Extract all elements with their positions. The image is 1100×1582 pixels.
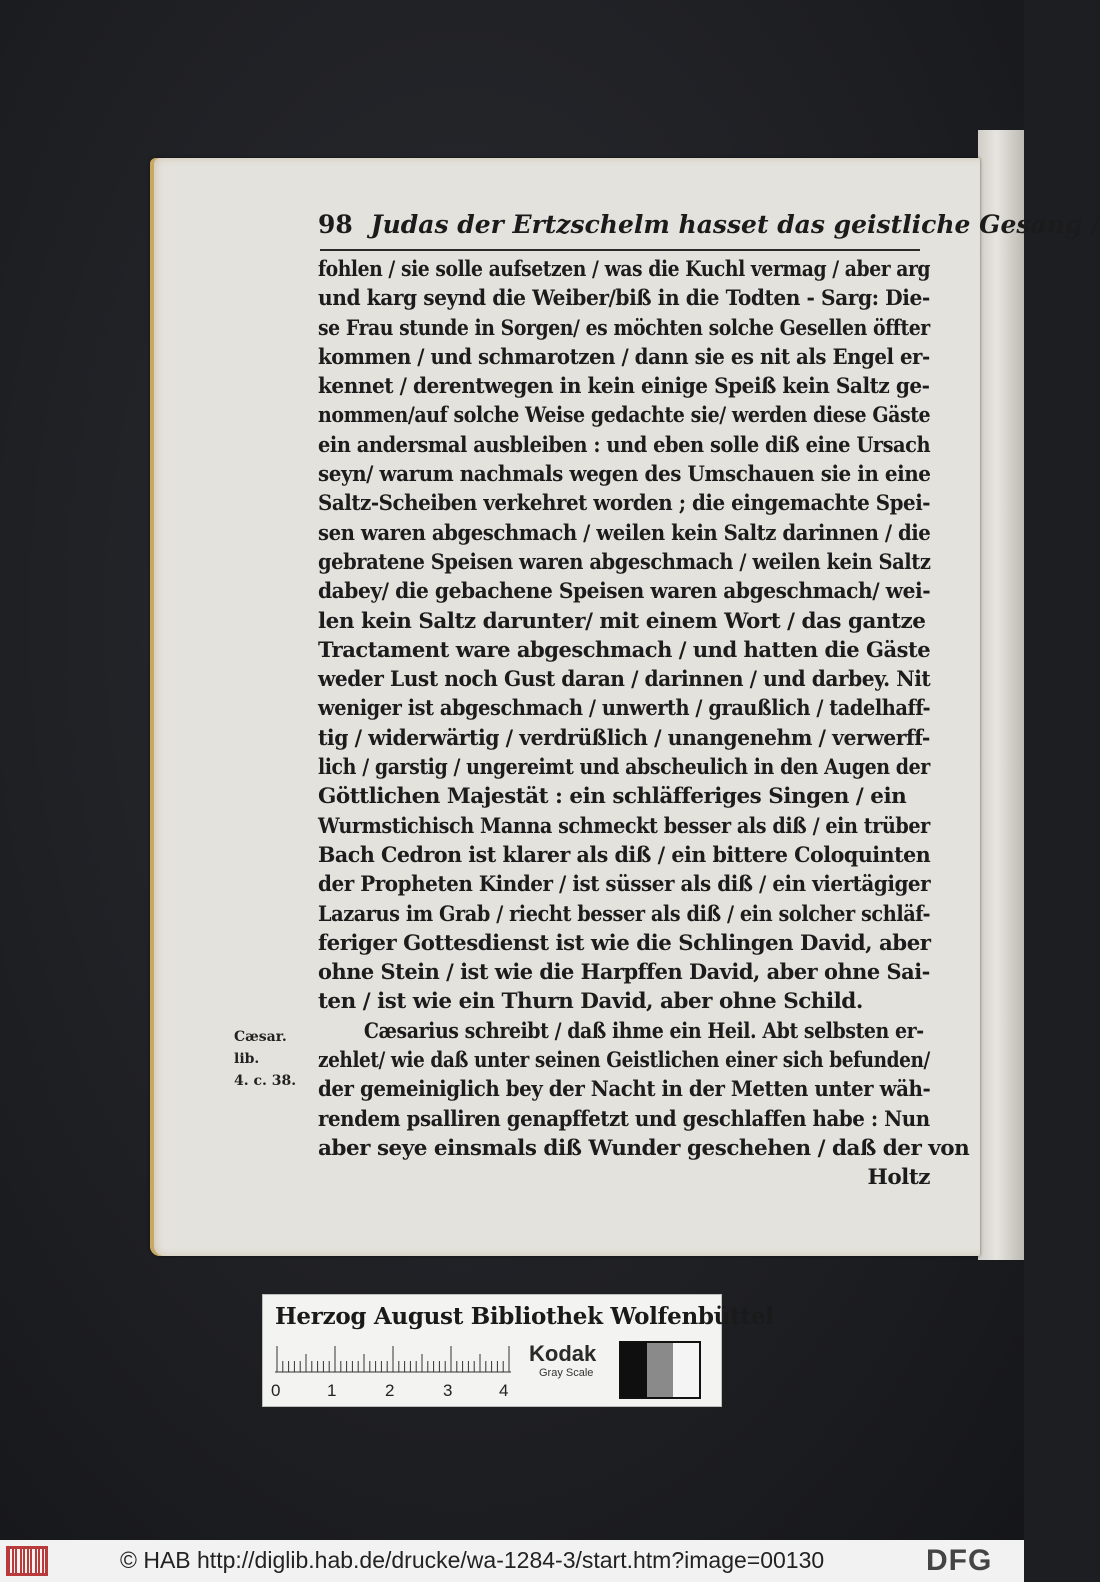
scale-number: 4	[499, 1381, 509, 1400]
text-line: len kein Saltz darunter/ mit einem Wort / das gantze	[318, 608, 926, 634]
catchword: Holtz	[867, 1165, 930, 1191]
text-line: ein andersmal ausbleiben : und eben solle diß eine Ursach	[318, 432, 931, 458]
scale-number: 2	[385, 1381, 395, 1400]
gray-patch	[647, 1343, 673, 1397]
text-line: lich / garstig / ungereimt und abscheulich in den Augen der	[318, 755, 930, 781]
adjacent-page-edge	[978, 130, 1024, 1260]
text-line: kommen / und schmarotzen / dann sie es nit als Engel er-	[318, 344, 930, 370]
text-line: seyn/ warum nachmals wegen des Umschauen sie in eine	[318, 462, 931, 488]
scale-number: 0	[271, 1381, 281, 1400]
text-line: feriger Gottesdienst ist wie die Schlingen David, aber	[318, 930, 931, 956]
margin-note-line: Cæsar. lib.	[234, 1029, 287, 1067]
text-line: der Propheten Kinder / ist süsser als diß / ein viertägiger	[318, 872, 931, 898]
text-line: der gemeiniglich bey der Nacht in der Metten unter wäh-	[318, 1077, 931, 1103]
gray-scale-label: Gray Scale	[539, 1367, 594, 1379]
text-line: nommen/auf solche Weise gedachte sie/ werden diese Gäste	[318, 403, 931, 429]
gray-patches	[619, 1341, 701, 1399]
text-line: ohne Stein / ist wie die Harpffen David, aber ohne Sai-	[318, 960, 930, 986]
dfg-logo: DFG	[926, 1544, 993, 1577]
text-line: weder Lust noch Gust daran / darinnen / und darbey. Nit	[318, 667, 931, 693]
running-head-text: Judas der Ertzschelm hasset das geistliche Gesang /	[370, 210, 1100, 239]
text-line: Lazarus im Grab / riecht besser als diß / ein solcher schläf-	[318, 901, 931, 927]
source-url: © HAB http://diglib.hab.de/drucke/wa-1284-3/start.htm?image=00130	[120, 1547, 825, 1573]
kodak-logo: Kodak	[529, 1341, 597, 1366]
text-line: ten / ist wie ein Thurn David, aber ohne Schild.	[318, 989, 863, 1015]
scale-number: 3	[443, 1381, 453, 1400]
barcode-icon	[6, 1546, 48, 1576]
book-page	[150, 158, 1100, 1256]
footer-bar	[0, 1540, 1024, 1582]
text-line: aber seye einsmals diß Wunder geschehen / daß der von	[318, 1135, 970, 1161]
scale-number: 1	[327, 1381, 337, 1400]
text-line: und karg seynd die Weiber/biß in die Todten - Sarg: Die-	[318, 286, 930, 312]
text-line: tig / widerwärtig / verdrüßlich / unangenehm / verwerff-	[318, 725, 930, 751]
color-target-card	[262, 1294, 774, 1407]
text-line: Tractament ware abgeschmach / und hatten die Gäste	[318, 637, 931, 663]
ruler-ticks	[275, 1345, 515, 1373]
margin-note	[234, 1026, 314, 1092]
gray-patch	[621, 1343, 647, 1397]
text-line: se Frau stunde in Sorgen/ es möchten solche Gesellen öffter	[318, 315, 930, 341]
text-line: Bach Cedron ist klarer als diß / ein bittere Coloquinten	[318, 842, 931, 868]
text-line: Wurmstichisch Manna schmeckt besser als diß / ein trüber	[318, 813, 930, 839]
running-header	[318, 210, 1100, 250]
institution-name: Herzog August Bibliothek Wolfenbüttel	[275, 1303, 774, 1330]
text-line: Cæsarius schreibt / daß ihme ein Heil. Abt selbsten er-	[363, 1018, 924, 1044]
page-number: 98	[318, 210, 353, 239]
text-line: dabey/ die gebachene Speisen waren abgeschmach/ wei-	[318, 579, 931, 605]
ruler-scale	[275, 1345, 515, 1373]
margin-note-line: 4. c. 38.	[234, 1073, 297, 1089]
text-line: zehlet/ wie daß unter seinen Geistlichen einer sich befunden/	[318, 1048, 930, 1074]
text-line: fohlen / sie solle aufsetzen / was die Kuchl vermag / aber arg	[318, 257, 931, 282]
text-line: rendem psalliren genapffetzt und geschlaffen habe : Nun	[318, 1106, 930, 1132]
text-line: gebratene Speisen waren abgeschmach / weilen kein Saltz	[318, 549, 931, 575]
gray-patch	[673, 1343, 699, 1397]
text-line: Saltz-Scheiben verkehret worden ; die eingemachte Spei-	[318, 491, 931, 517]
body-text	[318, 255, 970, 1193]
text-line: weniger ist abgeschmach / unwerth / graußlich / tadelhaff-	[318, 696, 931, 722]
text-line: kennet / derentwegen in kein einige Speiß kein Saltz ge-	[318, 374, 930, 400]
header-rule	[320, 249, 920, 251]
text-line: sen waren abgeschmach / weilen kein Saltz darinnen / die	[318, 520, 931, 546]
text-line: Göttlichen Majestät : ein schläfferiges Singen / ein	[318, 784, 907, 810]
